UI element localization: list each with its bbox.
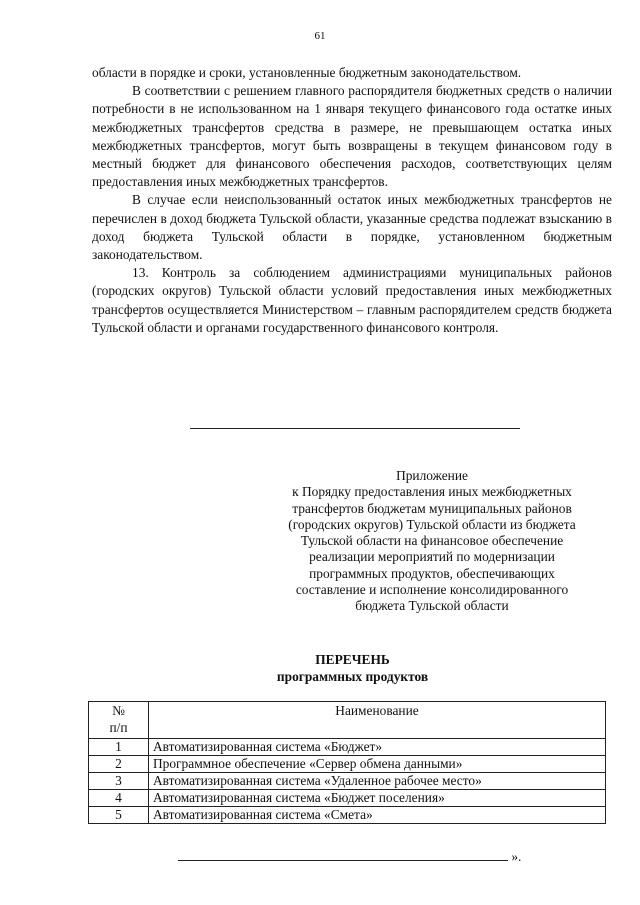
paragraph-control: 13. Контроль за соблюдением администрациями муниципальных районов (городских округов) Тульской области условий предоставления иных межбюджетных трансфертов осуществляется Министерством – главным распорядителем средств бюджета Тульской области и органами государственного финансового контроля. [92,265,612,335]
paragraph-return-of-funds: В соответствии с решением главного распорядителя бюджетных средств о наличии потребности в не использованном на 1 января текущего финансового года остатке иных межбюджетных трансфертов средства в размере, не превышающем остатка иных межбюджетных трансфертов, могут быть возвращены в текущем финансовом году в местный бюджет для финансового обеспечения расходов, соответствующих целям предоставления иных межбюджетных трансфертов. [92,83,612,190]
appendix-heading [262,468,602,615]
appendix-line: бюджета Тульской области [355,598,509,614]
row-number: 2 [89,756,149,773]
list-title-main: ПЕРЕЧЕНЬ [315,652,390,667]
list-title [0,652,640,685]
page-number: 61 [314,30,326,42]
closing-mark: ». [511,849,522,864]
appendix-line: к Порядку предоставления иных межбюджетных [292,484,572,500]
row-name: Автоматизированная система «Бюджет поселения» [149,790,606,807]
row-name: Автоматизированная система «Бюджет» [149,739,606,756]
appendix-line: (городских округов) Тульской области из бюджета [288,516,576,532]
header-name: Наименование [149,702,606,739]
header-number-symbol: № [112,703,125,718]
separator-line [190,428,520,429]
closing-underline [178,848,508,861]
row-name: Автоматизированная система «Удаленное рабочее место» [149,773,606,790]
appendix-line: Тульской области на финансовое обеспечение [300,533,564,549]
appendix-line: составление и исполнение консолидированного [295,582,569,598]
table-header-row [89,702,606,739]
appendix-line: реализации мероприятий по модернизации [309,549,555,565]
row-number: 3 [89,773,149,790]
appendix-line: Приложение [396,468,468,483]
body-text [92,64,612,337]
table-row [89,773,606,790]
table-row [89,790,606,807]
row-name: Программное обеспечение «Сервер обмена данными» [149,756,606,773]
table-row [89,739,606,756]
appendix-line: программных продуктов, обеспечивающих [309,565,555,581]
row-number: 1 [89,739,149,756]
row-number: 5 [89,807,149,824]
header-number [89,702,149,739]
products-table [88,701,606,824]
closing-line [178,848,521,865]
appendix-line: трансфертов бюджетам муниципальных районов [292,500,572,516]
row-number: 4 [89,790,149,807]
paragraph-recovery-of-funds: В случае если неиспользованный остаток иных межбюджетных трансфертов не перечислен в доход бюджета Тульской области, указанные средства подлежат взысканию в доход бюджета Тульской области в порядке, установленном бюджетным законодательством. [92,192,612,263]
table-row [89,756,606,773]
list-title-sub: программных продуктов [276,668,429,684]
paragraph-continuation: области в порядке и сроки, установленные бюджетным законодательством. [92,65,522,80]
row-name: Автоматизированная система «Смета» [149,807,606,824]
header-number-abbrev: п/п [109,720,128,735]
table-row [89,807,606,824]
